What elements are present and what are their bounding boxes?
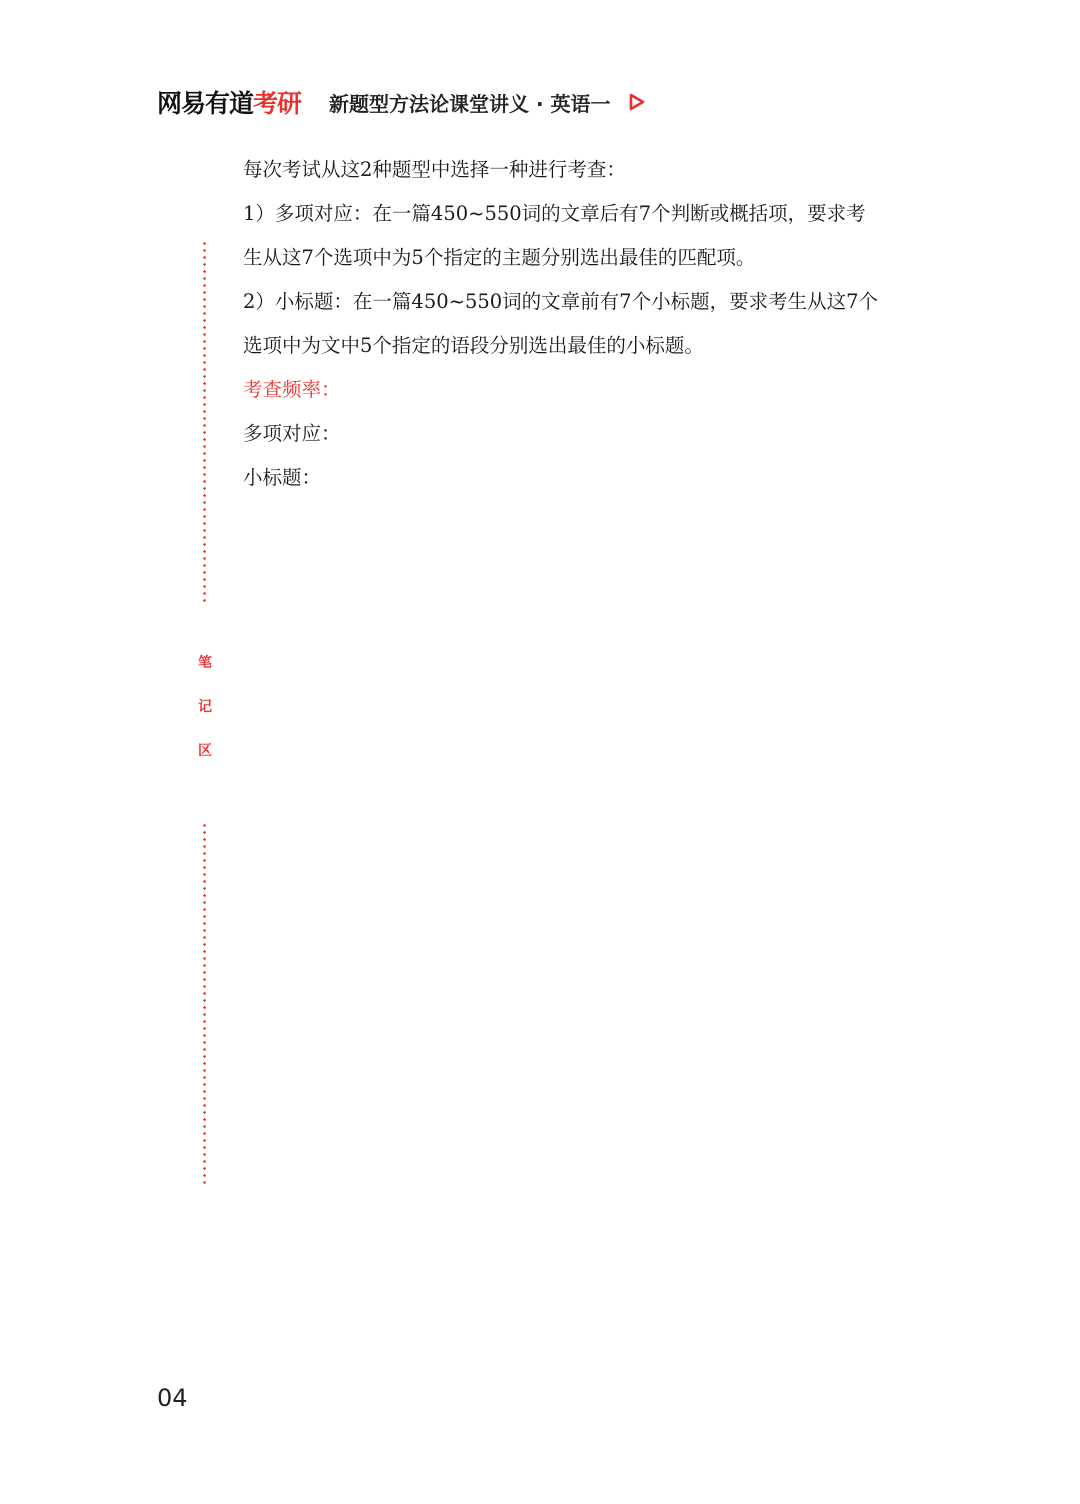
frequency-item: 小标题： — [243, 466, 322, 489]
page-header — [157, 84, 645, 120]
frequency-item: 多项对应： — [243, 422, 341, 445]
notes-area-label — [194, 652, 216, 784]
notes-divider-top — [203, 240, 206, 602]
notes-divider-bottom — [203, 822, 206, 1184]
brand-logo-text: 网易有道 — [157, 89, 254, 118]
header-subtitle: 新题型方法论课堂讲义 · 英语一 — [329, 91, 611, 116]
notes-label-char: 笔 — [198, 655, 212, 671]
body-line: 生从这7个选项中为5个指定的主题分别选出最佳的匹配项。 — [243, 246, 756, 269]
body-line: 2）小标题：在一篇450~550词的文章前有7个小标题，要求考生从这7个 — [243, 290, 878, 313]
body-line: 1）多项对应：在一篇450~550词的文章后有7个判断或概括项，要求考 — [243, 202, 866, 225]
lecture-content — [243, 148, 903, 500]
brand-logo-accent: 考研 — [253, 89, 302, 118]
body-line: 每次考试从这2种题型中选择一种进行考查： — [243, 158, 626, 181]
frequency-heading: 考查频率： — [243, 378, 341, 401]
page-number: 04 — [157, 1384, 188, 1412]
play-triangle-icon — [629, 93, 645, 111]
body-line: 选项中为文中5个指定的语段分别选出最佳的小标题。 — [243, 334, 704, 357]
notes-label-char: 区 — [198, 743, 212, 759]
notes-label-char: 记 — [198, 699, 212, 715]
